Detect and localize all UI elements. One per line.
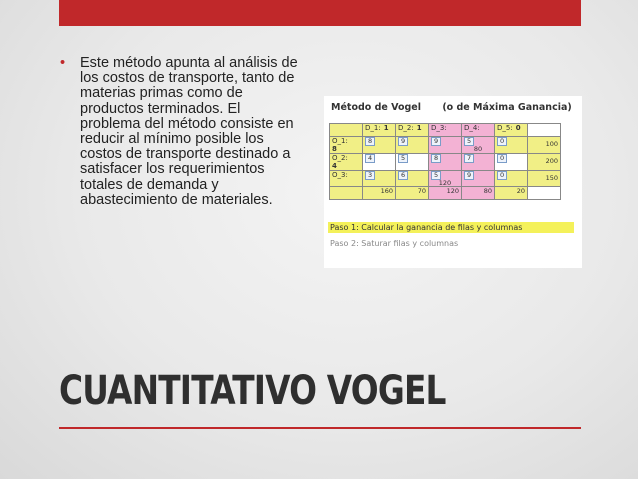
vogel-table [329,123,561,200]
demand-cell [363,187,396,200]
demand-cell [462,187,495,200]
vogel-image-panel [324,96,582,268]
allocation-value: 80 [473,145,483,153]
cost-value: 8 [431,154,441,163]
bullet-dot-icon: • [60,55,66,71]
demand-value: 160 [380,187,393,195]
demand-value: 70 [417,187,426,195]
cost-value: 0 [497,171,507,180]
table-cell [462,137,495,154]
row-label-text: O_2: [332,154,348,162]
supply-cell [528,171,561,187]
panel-title-right: (o de Máxima Ganancia) [442,102,572,113]
demand-cell [396,187,429,200]
table-cell [462,154,495,171]
row-penalty: 4 [332,162,337,170]
cost-value: 3 [365,171,375,180]
header-label: D_3: [431,124,447,132]
row-penalty: 8 [332,145,337,153]
cost-value: 5 [431,171,441,180]
header-cell-d4 [462,124,495,137]
demand-value: 20 [516,187,525,195]
table-row [330,154,561,171]
table-cell [462,171,495,187]
cost-value: 5 [464,137,474,146]
top-accent-bar [59,0,581,26]
cost-value: 7 [464,154,474,163]
demand-cell [495,187,528,200]
header-label: D_2: [398,124,414,132]
cost-value: 9 [431,137,441,146]
title-underline [59,427,581,429]
panel-title [331,102,572,113]
supply-cell [528,154,561,171]
panel-title-left: Método de Vogel [331,102,422,113]
table-cell [495,171,528,187]
cost-value: 5 [398,154,408,163]
supply-value: 100 [545,140,558,148]
header-label: D_5: [497,124,513,132]
header-penalty: 1 [383,124,389,132]
table-cell [396,154,429,171]
header-penalty: 1 [416,124,422,132]
table-row [330,171,561,187]
table-cell [495,154,528,171]
row-label-text: O_3: [332,171,348,179]
table-cell [429,171,462,187]
demand-empty-cell [528,187,561,200]
bullet-paragraph [60,56,300,208]
header-penalty: 0 [515,124,521,132]
table-cell [396,171,429,187]
header-cell-d5 [495,124,528,137]
row-label [330,137,363,154]
cost-value: 9 [464,171,474,180]
cost-value: 0 [497,137,507,146]
demand-cell [429,187,462,200]
header-cell-d2 [396,124,429,137]
header-label: D_4: [464,124,480,132]
cost-value: 6 [398,171,408,180]
table-cell [396,137,429,154]
cost-value: 0 [497,154,507,163]
cost-value: 9 [398,137,408,146]
supply-cell [528,137,561,154]
demand-value: 120 [446,187,459,195]
bullet-text: Este método apunta al análisis de los costos de transporte, tanto de materias primas como de productos terminados. El problema del método consiste en reducir al mínimo posible los costos de transporte destinado a satisfacer los requerimientos totales de demanda y abastecimiento de materiales. [80,55,298,208]
cost-value: 8 [365,137,375,146]
table-cell [495,137,528,154]
slide-title: CUANTITATIVO VOGEL [59,368,446,414]
table-cell [363,154,396,171]
row-label [330,154,363,171]
corner-cell [330,124,363,137]
header-label: D_1: [365,124,381,132]
demand-value: 80 [483,187,492,195]
supply-value: 150 [545,174,558,182]
step2-text: Paso 2: Saturar filas y columnas [330,239,459,248]
demand-row [330,187,561,200]
row-label [330,171,363,187]
header-cell-d1 [363,124,396,137]
table-row [330,137,561,154]
table-header-row [330,124,561,137]
supply-value: 200 [545,157,558,165]
header-cell-d3 [429,124,462,137]
table-cell [363,137,396,154]
table-cell [363,171,396,187]
demand-label-cell [330,187,363,200]
cost-value: 4 [365,154,375,163]
header-cell-empty [528,124,561,137]
table-cell [429,154,462,171]
allocation-value: 120 [438,179,452,187]
table-cell [429,137,462,154]
step1-highlight: Paso 1: Calcular la ganancia de filas y columnas [328,222,574,233]
row-label-text: O_1: [332,137,348,145]
